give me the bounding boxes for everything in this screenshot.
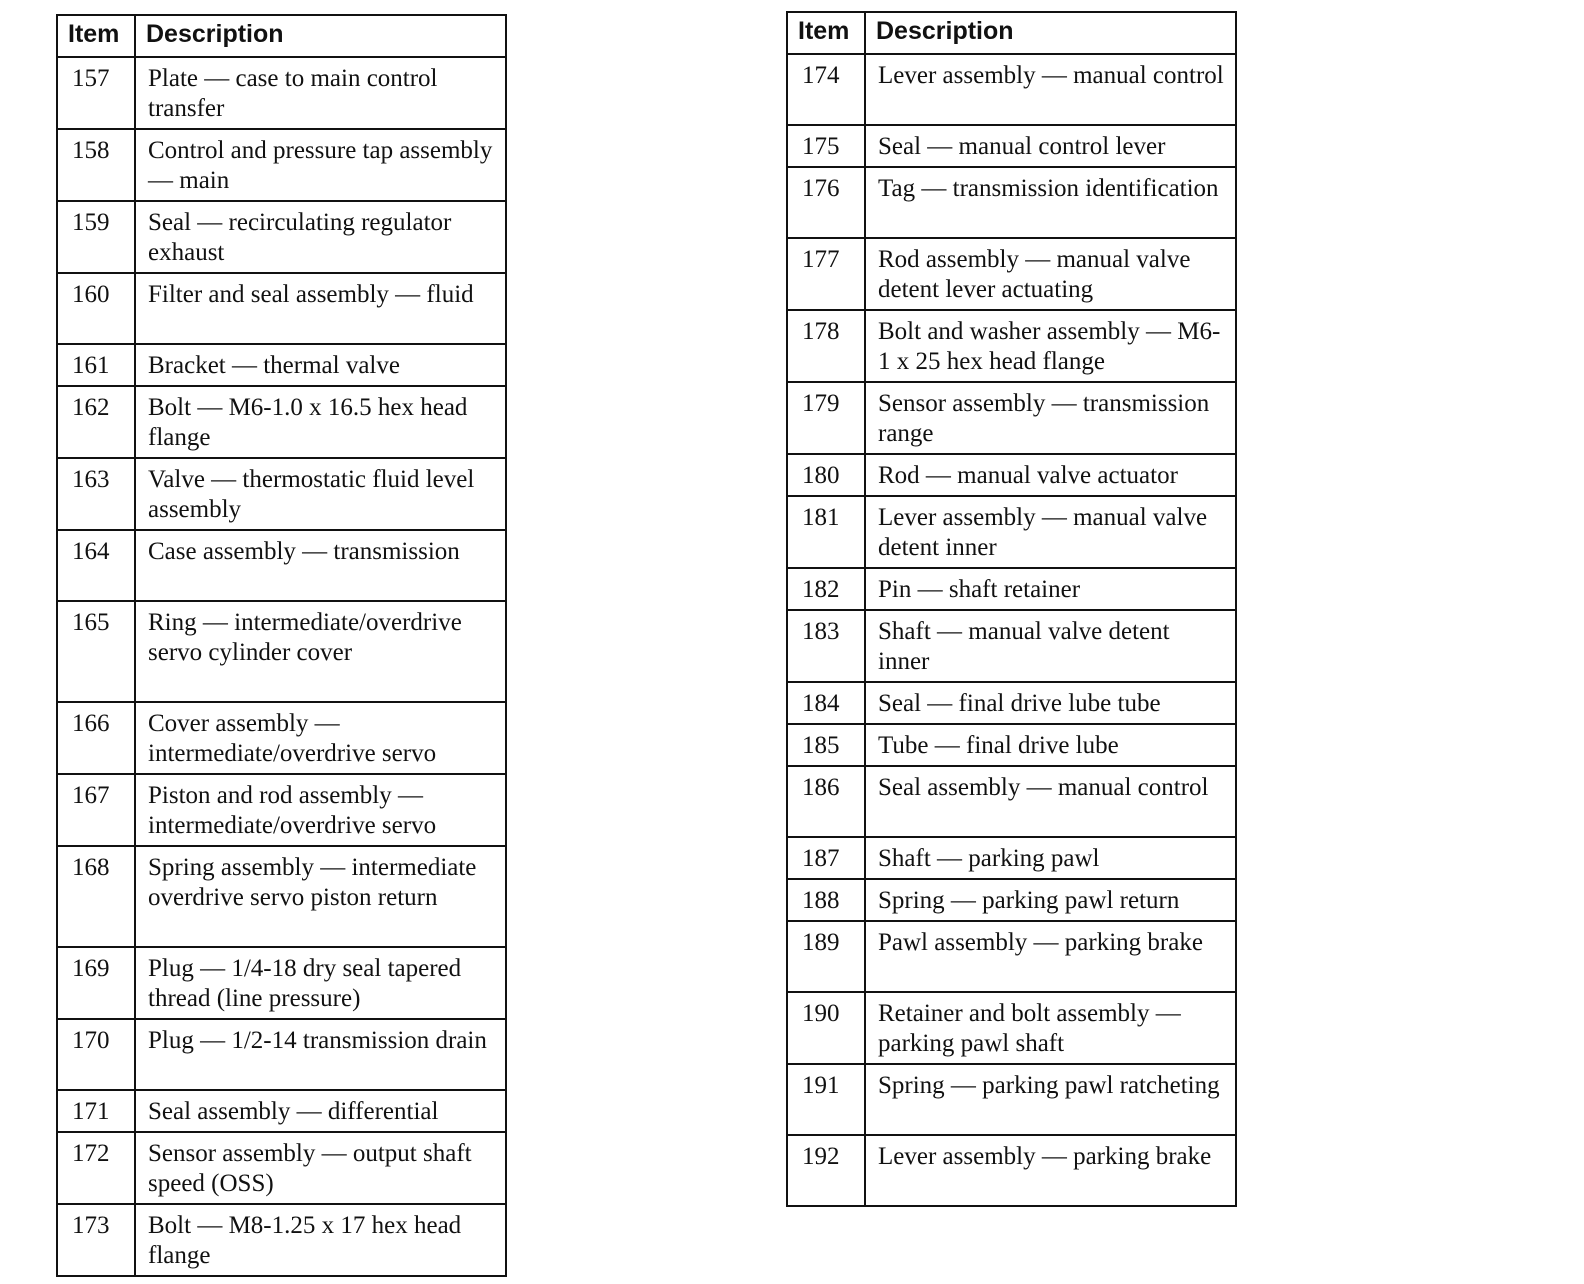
item-description: Shaft — parking pawl — [865, 837, 1236, 879]
table-row — [787, 1135, 1236, 1206]
parts-table-right — [786, 11, 1237, 1207]
item-description: Rod assembly — manual valve detent lever actuating — [865, 238, 1236, 310]
table-row — [57, 386, 506, 458]
item-number: 165 — [57, 601, 135, 702]
table-row — [57, 57, 506, 129]
table-row — [787, 496, 1236, 568]
table-row — [787, 879, 1236, 921]
item-description: Retainer and bolt assembly — parking pawl shaft — [865, 992, 1236, 1064]
table-row — [57, 458, 506, 530]
item-description: Piston and rod assembly — intermediate/overdrive servo — [135, 774, 506, 846]
table-row — [57, 1132, 506, 1204]
item-description: Valve — thermostatic fluid level assembly — [135, 458, 506, 530]
table-row — [787, 454, 1236, 496]
table-row — [57, 530, 506, 601]
item-number: 181 — [787, 496, 865, 568]
table-row — [57, 201, 506, 273]
item-description: Bracket — thermal valve — [135, 344, 506, 386]
item-number: 186 — [787, 766, 865, 837]
item-number: 159 — [57, 201, 135, 273]
table-row — [787, 992, 1236, 1064]
item-number: 183 — [787, 610, 865, 682]
item-number: 192 — [787, 1135, 865, 1206]
item-description: Lever assembly — manual valve detent inner — [865, 496, 1236, 568]
table-row — [57, 774, 506, 846]
table-row — [787, 724, 1236, 766]
item-description: Seal assembly — manual control — [865, 766, 1236, 837]
item-description: Case assembly — transmission — [135, 530, 506, 601]
item-description: Tag — transmission identification — [865, 167, 1236, 238]
table-row — [787, 167, 1236, 238]
item-number: 169 — [57, 947, 135, 1019]
item-description: Ring — intermediate/overdrive servo cylinder cover — [135, 601, 506, 702]
item-number: 174 — [787, 54, 865, 125]
item-number: 175 — [787, 125, 865, 167]
parts-table-right-body — [787, 54, 1236, 1206]
item-number: 167 — [57, 774, 135, 846]
item-description: Spring — parking pawl ratcheting — [865, 1064, 1236, 1135]
table-row — [787, 238, 1236, 310]
item-number: 191 — [787, 1064, 865, 1135]
item-description: Bolt — M6-1.0 x 16.5 hex head flange — [135, 386, 506, 458]
item-number: 161 — [57, 344, 135, 386]
item-number: 173 — [57, 1204, 135, 1276]
table-row — [787, 766, 1236, 837]
table-header-row — [57, 15, 506, 57]
item-number: 168 — [57, 846, 135, 947]
table-row — [787, 921, 1236, 992]
item-number: 189 — [787, 921, 865, 992]
item-number: 176 — [787, 167, 865, 238]
item-description: Cover assembly — intermediate/overdrive servo — [135, 702, 506, 774]
parts-table-left-body — [57, 57, 506, 1276]
item-number: 163 — [57, 458, 135, 530]
item-number: 184 — [787, 682, 865, 724]
item-description: Plate — case to main control transfer — [135, 57, 506, 129]
table-row — [787, 610, 1236, 682]
item-description: Filter and seal assembly — fluid — [135, 273, 506, 344]
item-description: Spring — parking pawl return — [865, 879, 1236, 921]
item-description: Seal — recirculating regulator exhaust — [135, 201, 506, 273]
item-number: 162 — [57, 386, 135, 458]
table-row — [787, 125, 1236, 167]
item-number: 171 — [57, 1090, 135, 1132]
item-number: 160 — [57, 273, 135, 344]
item-number: 166 — [57, 702, 135, 774]
item-number: 179 — [787, 382, 865, 454]
item-description: Sensor assembly — output shaft speed (OSS) — [135, 1132, 506, 1204]
item-description: Lever assembly — parking brake — [865, 1135, 1236, 1206]
item-description: Spring assembly — intermediate overdrive servo piston return — [135, 846, 506, 947]
item-number: 185 — [787, 724, 865, 766]
item-description: Shaft — manual valve detent inner — [865, 610, 1236, 682]
item-description: Seal assembly — differential — [135, 1090, 506, 1132]
item-description: Plug — 1/4-18 dry seal tapered thread (line pressure) — [135, 947, 506, 1019]
item-description: Rod — manual valve actuator — [865, 454, 1236, 496]
table-row — [57, 344, 506, 386]
table-row — [57, 273, 506, 344]
item-number: 190 — [787, 992, 865, 1064]
item-description: Pawl assembly — parking brake — [865, 921, 1236, 992]
table-row — [57, 702, 506, 774]
table-row — [787, 54, 1236, 125]
table-row — [57, 1019, 506, 1090]
item-description: Tube — final drive lube — [865, 724, 1236, 766]
table-row — [57, 1090, 506, 1132]
item-number: 158 — [57, 129, 135, 201]
table-row — [57, 1204, 506, 1276]
item-number: 164 — [57, 530, 135, 601]
table-header-row — [787, 12, 1236, 54]
table-row — [787, 837, 1236, 879]
item-number: 178 — [787, 310, 865, 382]
item-description: Lever assembly — manual control — [865, 54, 1236, 125]
item-description: Plug — 1/2-14 transmission drain — [135, 1019, 506, 1090]
table-row — [57, 846, 506, 947]
item-number: 177 — [787, 238, 865, 310]
item-number: 188 — [787, 879, 865, 921]
column-header-item: Item — [787, 12, 865, 54]
item-description: Sensor assembly — transmission range — [865, 382, 1236, 454]
item-description: Control and pressure tap assembly — main — [135, 129, 506, 201]
item-number: 182 — [787, 568, 865, 610]
item-number: 187 — [787, 837, 865, 879]
table-row — [787, 382, 1236, 454]
item-description: Pin — shaft retainer — [865, 568, 1236, 610]
column-header-description: Description — [865, 12, 1236, 54]
table-row — [57, 601, 506, 702]
column-header-description: Description — [135, 15, 506, 57]
item-number: 172 — [57, 1132, 135, 1204]
item-number: 180 — [787, 454, 865, 496]
item-description: Bolt — M8-1.25 x 17 hex head flange — [135, 1204, 506, 1276]
item-description: Bolt and washer assembly — M6-1 x 25 hex head flange — [865, 310, 1236, 382]
column-header-item: Item — [57, 15, 135, 57]
item-number: 170 — [57, 1019, 135, 1090]
item-description: Seal — manual control lever — [865, 125, 1236, 167]
table-row — [57, 947, 506, 1019]
parts-table-left — [56, 14, 507, 1277]
item-number: 157 — [57, 57, 135, 129]
table-row — [787, 1064, 1236, 1135]
item-description: Seal — final drive lube tube — [865, 682, 1236, 724]
table-row — [57, 129, 506, 201]
table-row — [787, 310, 1236, 382]
table-row — [787, 568, 1236, 610]
table-row — [787, 682, 1236, 724]
